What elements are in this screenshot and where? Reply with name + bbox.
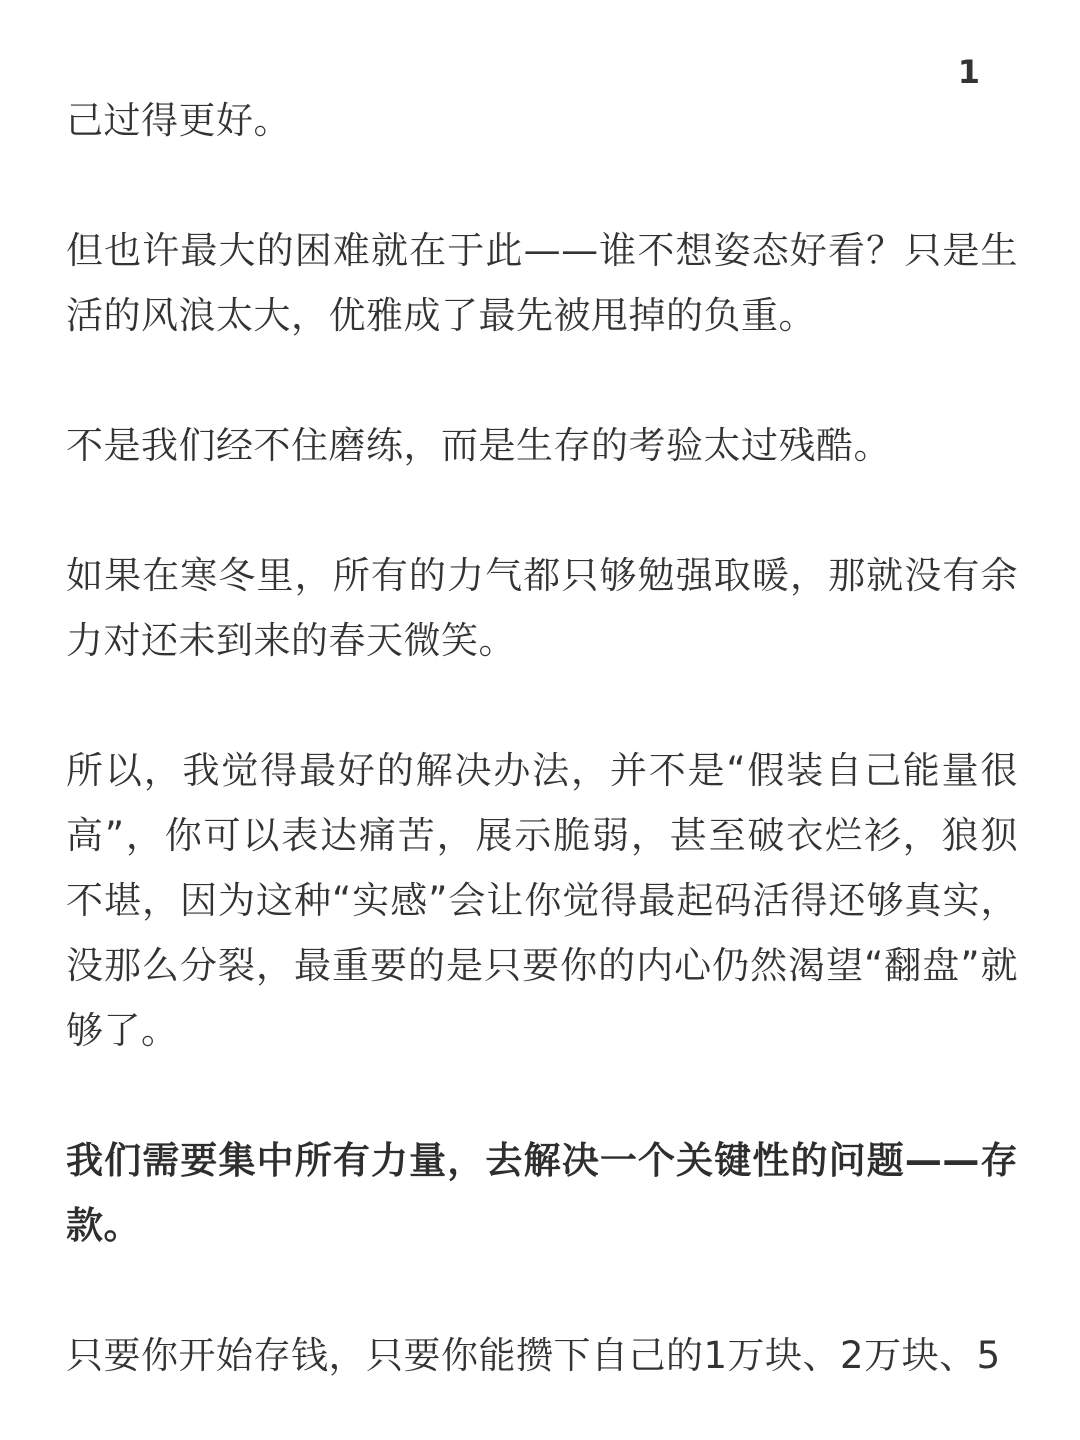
paragraph-1: 己过得更好。 [66,99,291,142]
paragraph-4: 如果在寒冬里，所有的力气都只够勉强取暖，那就没有余力对还未到来的春天微笑。 [66,554,1018,662]
page-number: 1 [957,53,980,91]
paragraph-2: 但也许最大的困难就在于此——谁不想姿态好看？只是生活的风浪太大，优雅成了最先被甩掉的负重。 [66,229,1018,337]
paragraph-5: 所以，我觉得最好的解决办法，并不是“假装自己能量很高”，你可以表达痛苦，展示脆弱，甚至破衣烂衫，狼狈不堪，因为这种“实感”会让你觉得最起码活得还够真实，没那么分裂，最重要的是只要你的内心仍然渴望“翻盘”就够了。 [66,749,1018,1052]
paragraph-7: 只要你开始存钱，只要你能攒下自己的1万块、2万块、5 [66,1334,1001,1377]
paragraph-3: 不是我们经不住磨练，而是生存的考验太过残酷。 [66,424,891,467]
paragraph-6-bold: 我们需要集中所有力量，去解决一个关键性的问题——存款。 [66,1139,1018,1247]
article-body [66,88,1018,1388]
